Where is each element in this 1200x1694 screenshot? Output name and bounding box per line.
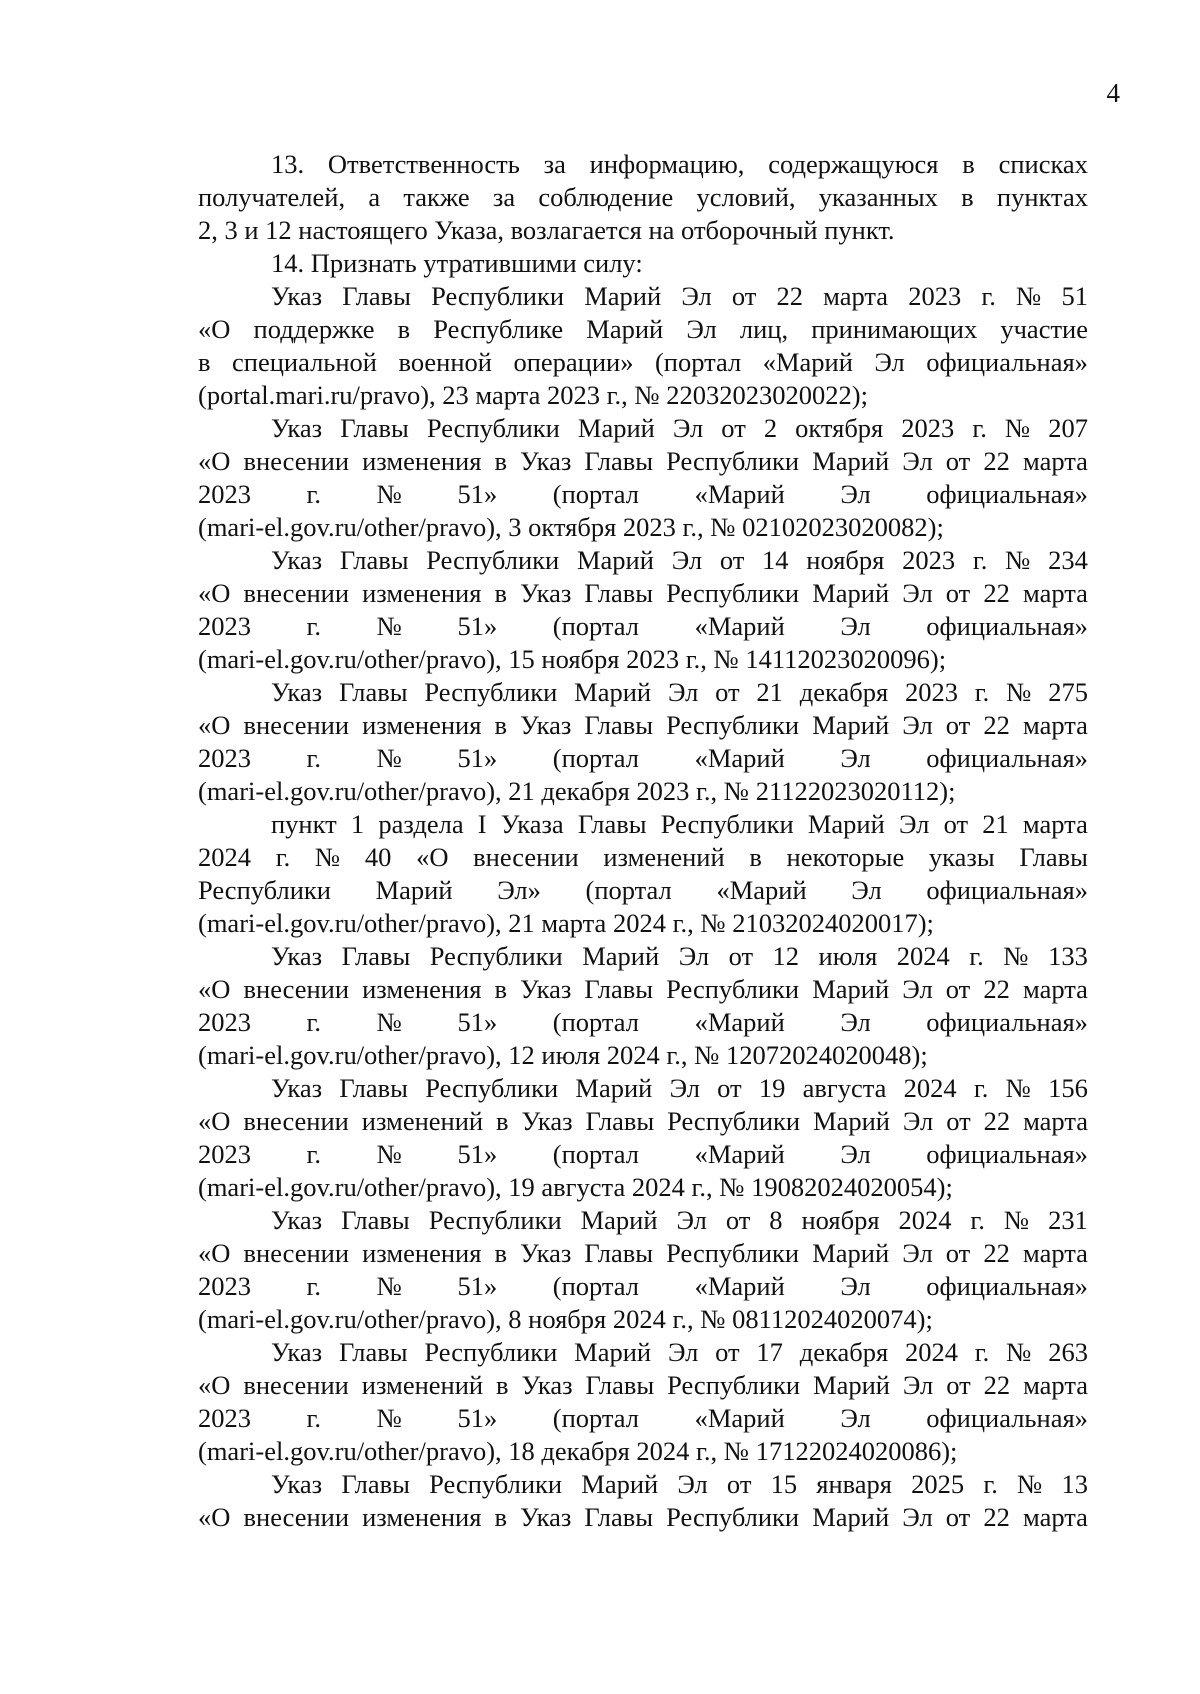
text-line: Указ Главы Республики Марий Эл от 8 ноября 2024 г. № 231 <box>271 1205 1088 1235</box>
text-line: Указ Главы Республики Марий Эл от 21 декабря 2023 г. № 275 <box>271 677 1088 707</box>
text-line: Указ Главы Республики Марий Эл от 15 января 2025 г. № 13 <box>271 1469 1088 1499</box>
document-body <box>198 148 1088 1534</box>
text-line: 2023 г. № 51» (портал «Марий Эл официальная» <box>198 1271 1088 1301</box>
text-line: 2024 г. № 40 «О внесении изменений в некоторые указы Главы <box>198 842 1088 872</box>
text-line: 2023 г. № 51» (портал «Марий Эл официальная» <box>198 1403 1088 1433</box>
text-line: Указ Главы Республики Марий Эл от 2 октября 2023 г. № 207 <box>271 413 1088 443</box>
text-line: 14. Признать утратившими силу: <box>271 248 643 278</box>
text-line: (mari-el.gov.ru/other/pravo), 19 августа 2024 г., № 19082024020054); <box>198 1172 953 1202</box>
text-line: 13. Ответственность за информацию, содержащуюся в списках <box>271 149 1088 179</box>
text-line: (mari-el.gov.ru/other/pravo), 12 июля 2024 г., № 12072024020048); <box>198 1040 928 1070</box>
text-line: «О внесении изменений в Указ Главы Республики Марий Эл от 22 марта <box>198 1370 1088 1400</box>
text-line: «О внесении изменения в Указ Главы Республики Марий Эл от 22 марта <box>198 710 1088 740</box>
text-line: «О внесении изменения в Указ Главы Республики Марий Эл от 22 марта <box>198 446 1088 476</box>
text-line: (mari-el.gov.ru/other/pravo), 3 октября 2023 г., № 02102023020082); <box>198 512 944 542</box>
text-line: 2023 г. № 51» (портал «Марий Эл официальная» <box>198 1007 1088 1037</box>
text-line: Республики Марий Эл» (портал «Марий Эл официальная» <box>198 875 1088 905</box>
text-line: 2, 3 и 12 настоящего Указа, возлагается на отборочный пункт. <box>198 215 895 245</box>
text-line: получателей, а также за соблюдение условий, указанных в пунктах <box>198 182 1088 212</box>
text-line: Указ Главы Республики Марий Эл от 19 августа 2024 г. № 156 <box>271 1073 1088 1103</box>
text-line: (mari-el.gov.ru/other/pravo), 8 ноября 2024 г., № 08112024020074); <box>198 1304 933 1334</box>
text-line: 2023 г. № 51» (портал «Марий Эл официальная» <box>198 479 1088 509</box>
text-line: «О внесении изменения в Указ Главы Республики Марий Эл от 22 марта <box>198 974 1088 1004</box>
text-line: «О внесении изменения в Указ Главы Республики Марий Эл от 22 марта <box>198 1238 1088 1268</box>
text-line: (mari-el.gov.ru/other/pravo), 18 декабря 2024 г., № 17122024020086); <box>198 1436 958 1466</box>
text-line: (mari-el.gov.ru/other/pravo), 15 ноября 2023 г., № 14112023020096); <box>198 644 947 674</box>
text-line: Указ Главы Республики Марий Эл от 17 декабря 2024 г. № 263 <box>271 1337 1088 1367</box>
text-line: (portal.mari.ru/pravo), 23 марта 2023 г., № 22032023020022); <box>198 380 868 410</box>
text-line: «О поддержке в Республике Марий Эл лиц, принимающих участие <box>198 314 1088 344</box>
text-line: «О внесении изменения в Указ Главы Республики Марий Эл от 22 марта <box>198 578 1088 608</box>
text-line: Указ Главы Республики Марий Эл от 12 июля 2024 г. № 133 <box>271 941 1088 971</box>
text-line: (mari-el.gov.ru/other/pravo), 21 марта 2024 г., № 21032024020017); <box>198 908 934 938</box>
text-line: в специальной военной операции» (портал «Марий Эл официальная» <box>198 347 1088 377</box>
text-line: пункт 1 раздела I Указа Главы Республики Марий Эл от 21 марта <box>271 809 1088 839</box>
text-line: «О внесении изменения в Указ Главы Республики Марий Эл от 22 марта <box>198 1502 1088 1532</box>
text-line: 2023 г. № 51» (портал «Марий Эл официальная» <box>198 743 1088 773</box>
text-line: 2023 г. № 51» (портал «Марий Эл официальная» <box>198 1139 1088 1169</box>
text-line: 2023 г. № 51» (портал «Марий Эл официальная» <box>198 611 1088 641</box>
text-line: «О внесении изменений в Указ Главы Республики Марий Эл от 22 марта <box>198 1106 1088 1136</box>
text-line: (mari-el.gov.ru/other/pravo), 21 декабря 2023 г., № 21122023020112); <box>198 776 956 806</box>
text-line: Указ Главы Республики Марий Эл от 14 ноября 2023 г. № 234 <box>271 545 1088 575</box>
text-line: Указ Главы Республики Марий Эл от 22 марта 2023 г. № 51 <box>271 281 1088 311</box>
page-number: 4 <box>1106 78 1120 108</box>
